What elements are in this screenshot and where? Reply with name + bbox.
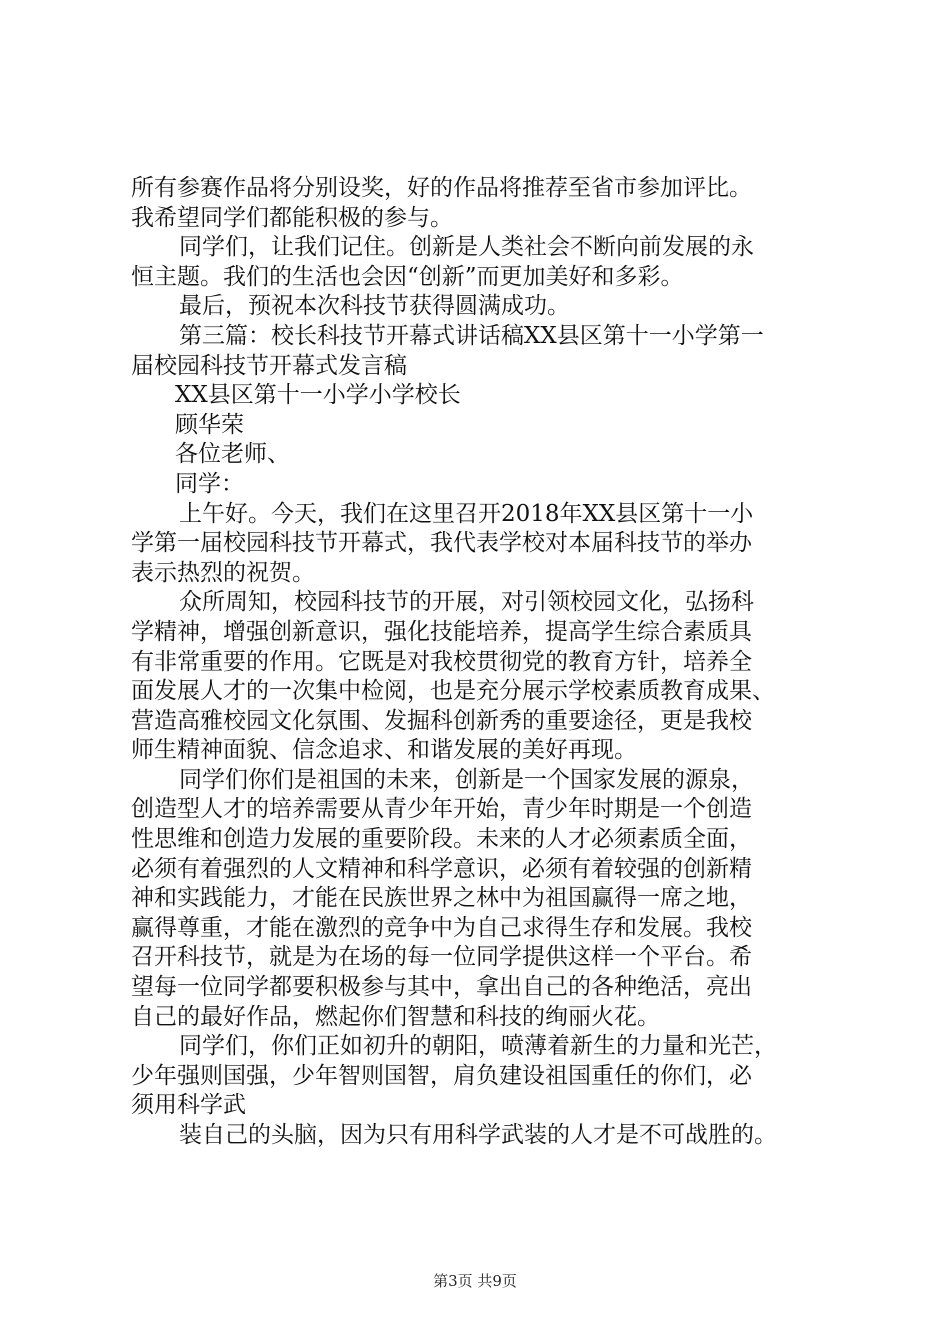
text-line: 我希望同学们都能积极的参与。 — [131, 204, 453, 231]
text-line: 赢得尊重，才能在激烈的竞争中为自己求得生存和发展。我校 — [131, 914, 752, 941]
section-heading-line: 第三篇：校长科技节开幕式讲话稿XX县区第十一小学第一 — [179, 322, 764, 349]
text-line: 最后，预祝本次科技节获得圆满成功。 — [179, 293, 570, 320]
text-line: 召开科技节，就是为在场的每一位同学提供这样一个平台。希 — [131, 944, 752, 971]
text-line: 望每一位同学都要积极参与其中，拿出自己的各种绝活，亮出 — [131, 974, 752, 1001]
text-line: 自己的最好作品，燃起你们智慧和科技的绚丽火花。 — [131, 1003, 660, 1030]
text-line: 表示热烈的祝贺。 — [131, 559, 315, 586]
text-line: 同学们，让我们记住。创新是人类社会不断向前发展的永 — [179, 234, 754, 261]
text-line: 必须有着强烈的人文精神和科学意识，必须有着较强的创新精 — [131, 855, 752, 882]
section-heading-line: 届校园科技节开幕式发言稿 — [131, 352, 407, 379]
text-line: 众所周知，校园科技节的开展，对引领校园文化，弘扬科 — [179, 589, 754, 616]
author-title-line: XX县区第十一小学小学校长 — [175, 382, 461, 409]
text-line: 学第一届校园科技节开幕式，我代表学校对本届科技节的举办 — [131, 530, 752, 557]
text-line: 性思维和创造力发展的重要阶段。未来的人才必须素质全面， — [131, 826, 752, 853]
text-line: 须用科学武 — [131, 1092, 246, 1119]
text-line: 面发展人才的一次集中检阅，也是充分展示学校素质教育成果、 — [131, 678, 775, 705]
text-line: 装自己的头脑，因为只有用科学武装的人才是不可战胜的。 — [179, 1122, 777, 1148]
page-number-footer: 第3页 共9页 — [433, 1272, 517, 1290]
text-line: 少年强则国强，少年智则国智，肩负建设祖国重任的你们，必 — [131, 1062, 752, 1089]
text-line: 营造高雅校园文化氛围、发掘科创新秀的重要途径，更是我校 — [131, 707, 752, 734]
text-line: 神和实践能力，才能在民族世界之林中为祖国赢得一席之地， — [131, 885, 752, 912]
text-line: 有非常重要的作用。它既是对我校贯彻党的教育方针，培养全 — [131, 648, 752, 675]
text-line: 所有参赛作品将分别设奖，好的作品将推荐至省市参加评比。 — [131, 175, 752, 201]
author-name-line: 顾华荣 — [175, 411, 244, 438]
text-line: 学精神，增强创新意识，强化技能培养，提高学生综合素质具 — [131, 618, 752, 645]
text-line: 恒主题。我们的生活也会因“创新”而更加美好和多彩。 — [131, 263, 684, 290]
document-body — [131, 174, 843, 1151]
text-line: 上午好。今天，我们在这里召开2018年XX县区第十一小 — [179, 500, 754, 527]
salutation-line: 各位老师、 — [175, 441, 290, 468]
salutation-line: 同学： — [175, 470, 244, 497]
text-line: 创造型人才的培养需要从青少年开始，青少年时期是一个创造 — [131, 796, 752, 823]
text-line: 同学们你们是祖国的未来，创新是一个国家发展的源泉， — [179, 766, 754, 793]
text-line: 同学们，你们正如初升的朝阳，喷薄着新生的力量和光芒， — [179, 1033, 777, 1060]
text-line: 师生精神面貌、信念追求、和谐发展的美好再现。 — [131, 737, 637, 764]
